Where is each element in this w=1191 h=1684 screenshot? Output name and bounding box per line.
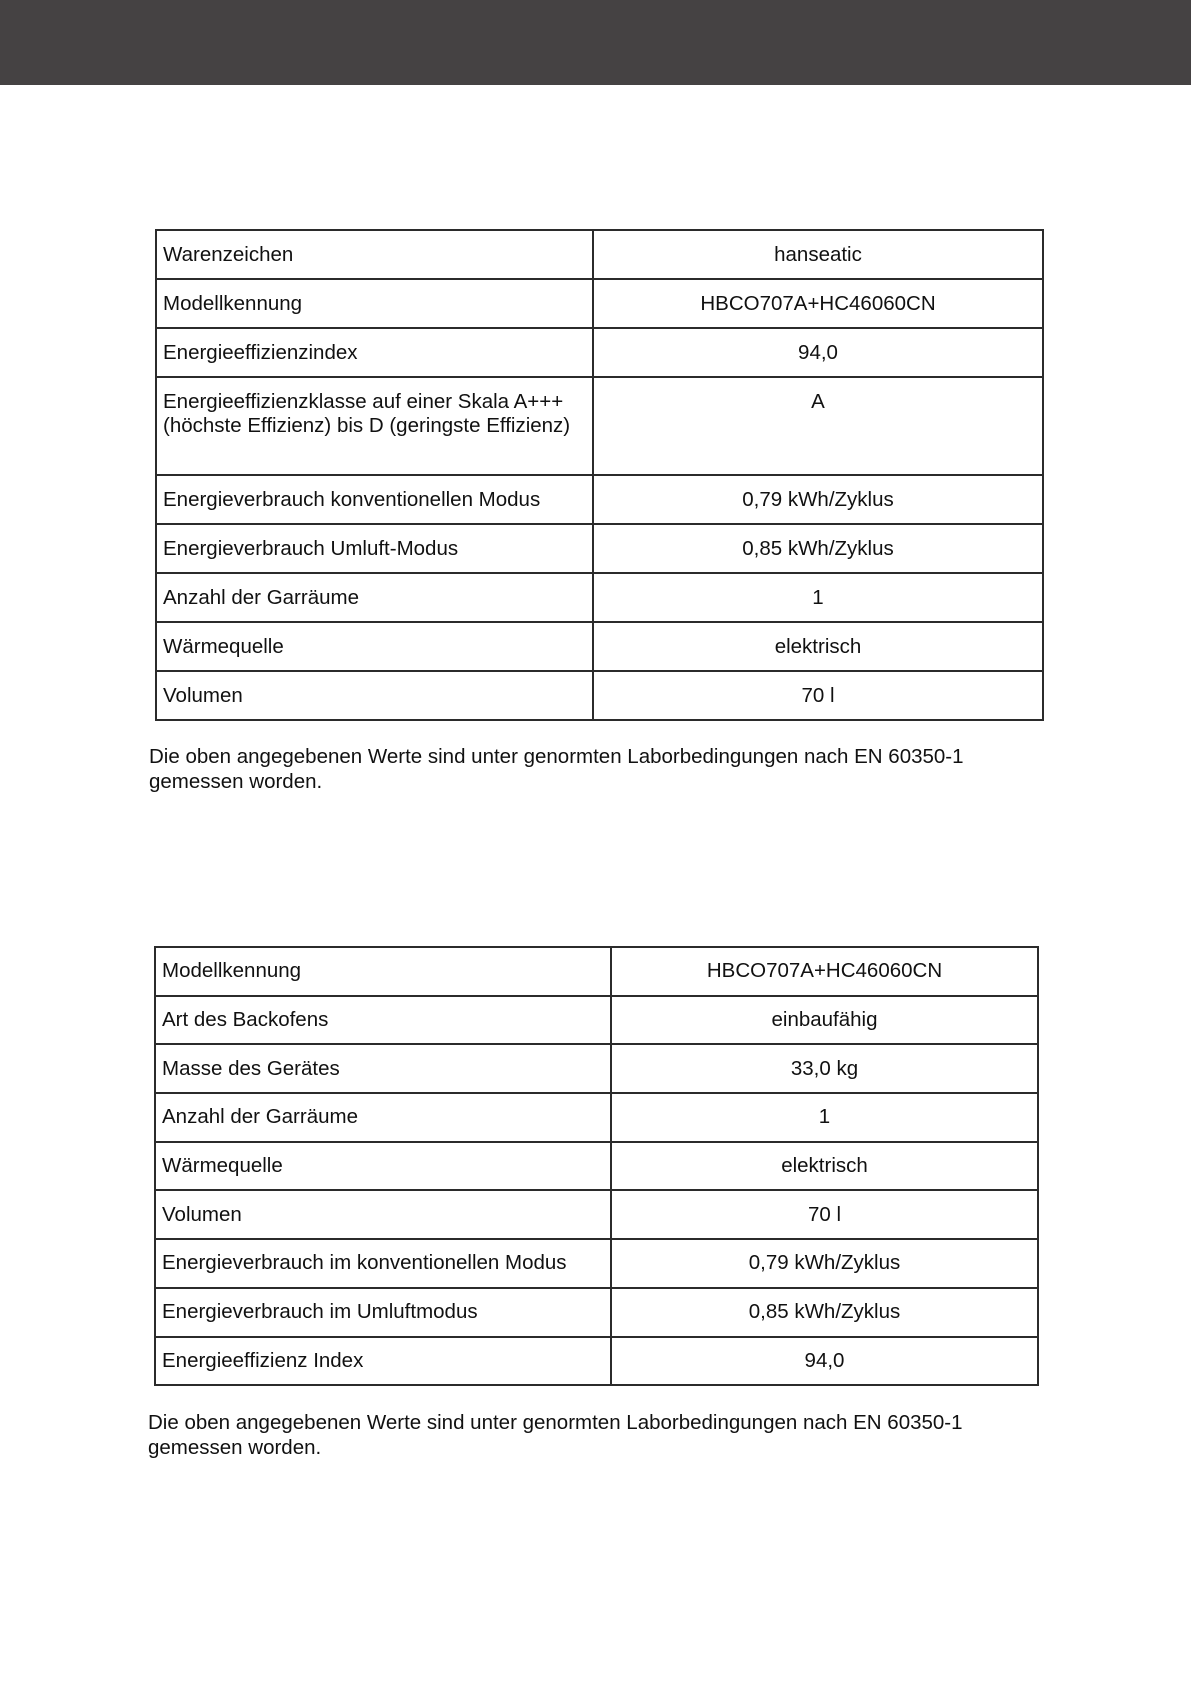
row-value-cavity-count: 1	[611, 1093, 1038, 1142]
row-label-model-id: Modellkennung	[156, 279, 593, 328]
product-info-table	[155, 229, 1044, 721]
row-value-mass: 33,0 kg	[611, 1044, 1038, 1093]
table-row	[155, 1093, 1038, 1142]
table-row	[156, 671, 1043, 720]
row-value-trademark: hanseatic	[593, 230, 1043, 279]
row-label-model-id: Modellkennung	[155, 947, 611, 996]
row-label-consumption-fan: Energieverbrauch im Umluftmodus	[155, 1288, 611, 1337]
oven-data-table	[154, 946, 1039, 1386]
table-row	[155, 996, 1038, 1045]
table-row	[155, 947, 1038, 996]
header-bar	[0, 0, 1191, 85]
row-value-oven-type: einbaufähig	[611, 996, 1038, 1045]
row-label-oven-type: Art des Backofens	[155, 996, 611, 1045]
row-value-cavity-count: 1	[593, 573, 1043, 622]
table-row	[156, 475, 1043, 524]
row-label-mass: Masse des Gerätes	[155, 1044, 611, 1093]
row-value-heat-source: elektrisch	[611, 1142, 1038, 1191]
row-label-cavity-count: Anzahl der Garräume	[155, 1093, 611, 1142]
row-label-consumption-fan: Energieverbrauch Umluft-Modus	[156, 524, 593, 573]
row-label-energy-efficiency-index: Energieeffizienzindex	[156, 328, 593, 377]
row-value-volume: 70 l	[611, 1190, 1038, 1239]
row-label-heat-source: Wärmequelle	[156, 622, 593, 671]
row-label-consumption-conventional: Energieverbrauch im konventionellen Modus	[155, 1239, 611, 1288]
row-value-energy-efficiency-class: A	[593, 377, 1043, 475]
row-value-volume: 70 l	[593, 671, 1043, 720]
measurement-note: Die oben angegebenen Werte sind unter genormten Laborbedingungen nach EN 60350-1 gemessen worden.	[148, 1411, 963, 1459]
table-row	[155, 1190, 1038, 1239]
row-value-heat-source: elektrisch	[593, 622, 1043, 671]
row-value-consumption-fan: 0,85 kWh/Zyklus	[611, 1288, 1038, 1337]
table-row	[156, 573, 1043, 622]
row-label-consumption-conventional: Energieverbrauch konventionellen Modus	[156, 475, 593, 524]
measurement-note: Die oben angegebenen Werte sind unter genormten Laborbedingungen nach EN 60350-1 gemessen worden.	[149, 745, 964, 793]
row-value-consumption-conventional: 0,79 kWh/Zyklus	[611, 1239, 1038, 1288]
row-label-volume: Volumen	[155, 1190, 611, 1239]
table-row	[155, 1337, 1038, 1386]
row-value-energy-efficiency-index: 94,0	[611, 1337, 1038, 1386]
table-row	[155, 1142, 1038, 1191]
table-row	[156, 622, 1043, 671]
table-row	[156, 230, 1043, 279]
row-value-consumption-conventional: 0,79 kWh/Zyklus	[593, 475, 1043, 524]
table-row	[156, 328, 1043, 377]
table-row	[155, 1239, 1038, 1288]
row-label-heat-source: Wärmequelle	[155, 1142, 611, 1191]
row-label-energy-efficiency-class: Energieeffizienzklasse auf einer Skala A+++ (höchste Effizienz) bis D (geringste Effizienz)	[156, 377, 593, 475]
row-value-model-id: HBCO707A+HC46060CN	[593, 279, 1043, 328]
table-row	[155, 1288, 1038, 1337]
row-label-energy-efficiency-index: Energieeffizienz Index	[155, 1337, 611, 1386]
row-label-volume: Volumen	[156, 671, 593, 720]
row-label-trademark: Warenzeichen	[156, 230, 593, 279]
row-value-model-id: HBCO707A+HC46060CN	[611, 947, 1038, 996]
table-row	[156, 279, 1043, 328]
row-value-energy-efficiency-index: 94,0	[593, 328, 1043, 377]
table-row	[156, 377, 1043, 475]
table-row	[155, 1044, 1038, 1093]
table-row	[156, 524, 1043, 573]
row-label-cavity-count: Anzahl der Garräume	[156, 573, 593, 622]
row-value-consumption-fan: 0,85 kWh/Zyklus	[593, 524, 1043, 573]
